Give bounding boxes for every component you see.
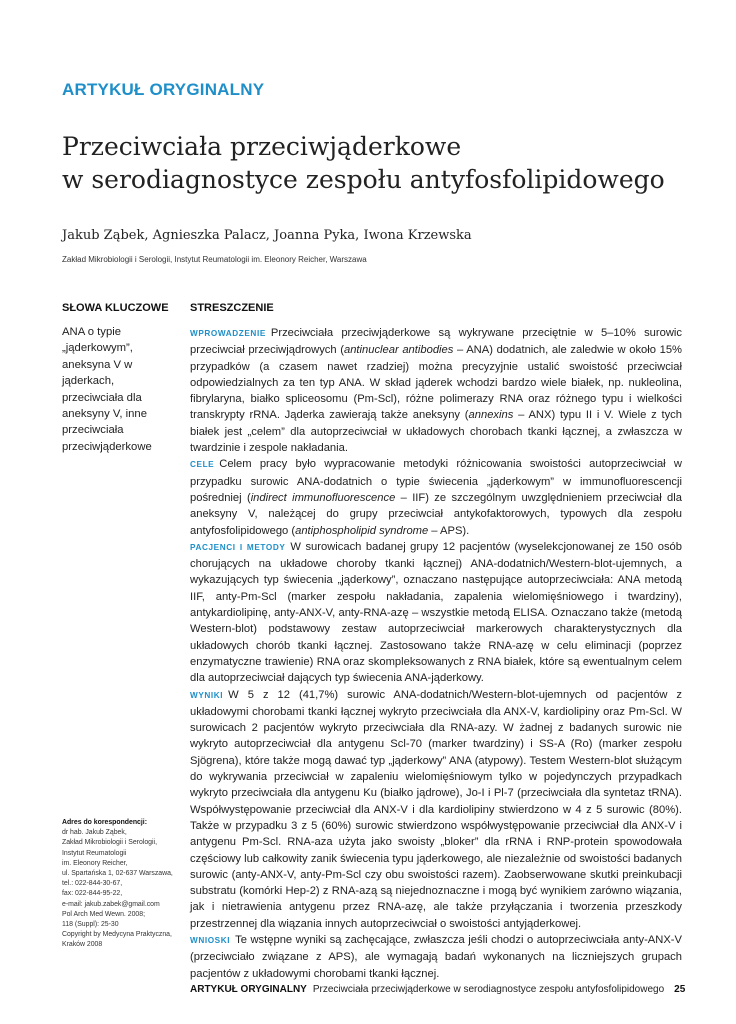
correspondence-line: fax: 022-844-95-22, (62, 890, 123, 898)
footer-section: ARTYKUŁ ORYGINALNY (190, 984, 307, 995)
results-tag: WYNIKI (190, 690, 224, 700)
correspondence-line: 118 (Suppl): 25-30 (62, 921, 119, 929)
correspondence-line: Instytut Reumatologii (62, 849, 127, 857)
correspondence-block (62, 818, 180, 951)
keywords-text: ANA o typie „jąderkowym”, aneksyna V w jąderkach, przeciwciała dla aneksyny V, inne przeciwciała przeciwjąderkowe (62, 326, 152, 453)
correspondence-email[interactable]: e-mail: jakub.zabek@gmail.com (62, 900, 160, 908)
results-text: W 5 z 12 (41,7%) surowic ANA-dodatnich/Western-blot-ujemnych od pacjentów z układowymi chorobami tkanki łącznej wykryto przeciwciała dla ANX-V, kardiolipiny oraz Pm-Scl. W surowicach 2 pacjentów wykryto przeciwciała dla RNA-azy. W żadnej z badanych surowic nie wykryto autoprzeciwciał dla antygenu Scl-70 (marker twardziny) i SS-A (Ro) (marker zespołu Sjögrena), które także mogą dawać typ „jąderkowy” ANA (atypowy). Testem Western-blot służącym do wykrywania przeciwciał w zapaleniu wielomięśniowym tylko w pojedynczych przypadkach wykryto przeciwciała dla antygenu Ku (białko jądrowe), Jo-I i Pl-7 (przeciwciała dla syntetaz tRNA). Współwystępowanie przeciwciał dla ANX-V i dla kardiolipiny stwierdzono w 4 z 5 surowic (80%). Także w przypadku 3 z 5 (60%) surowic stwierdzono współwystępowanie przeciwciał dla ANX-V i antygenu Pm-Scl. RNA-aza użyta jako swoisty „bloker” dla rRNA i RNP-protein spowodowała częściowy lub całkowity zanik świecenia typu jąderkowego, ale niezależnie od swoistości badanych surowic (anty-ANX-V, anty-Pm-Scl czy obu swoistości razem). Zaobserwowane skutki preinkubacji substratu (komórki Hep-2) z RNA-azą są niejednoznaczne i mogą być wynikiem zarówno wiązania, jak i nietrawienia antygenu przez RNA-azę, ale także przyłączania i tworzenia przeszkody przestrzennej dla wiązania innych autoprzeciwciał o swoistości antyjąderkowej. (190, 688, 682, 930)
correspondence-line: dr hab. Jakub Ząbek, (62, 829, 127, 837)
correspondence-line: Kraków 2008 (62, 941, 103, 949)
footer-title: Przeciwciała przeciwjąderkowe w serodiagnostyce zespołu antyfosfolipidowego (312, 984, 665, 995)
title-line-2: w serodiagnostyce zespołu antyfosfolipidowego (62, 165, 665, 194)
correspondence-line: Copyright by Medycyna Praktyczna, (62, 931, 172, 939)
article-title (62, 130, 702, 196)
conclusions-text: Te wstępne wyniki są zachęcające, zwłaszcza jeśli chodzi o autoprzeciwciała anty-ANX-V (przeciwciało związane z APS), ale wymagają badań wykonanych na liczniejszych grupach pacjentów z układowymi chorobami tkanki łącznej. (190, 933, 682, 980)
correspondence-line: tel.: 022-844-30-67, (62, 880, 123, 888)
conclusions-tag: WNIOSKI (190, 935, 231, 945)
intro-text-cont: – ANA) dodatnich, ale zaledwie w około 15% przypadków (a czasem nawet rzadziej) można precyzyjnie ustalić swoistość przeciwciał odpowiedzialnych za ten typ ANA. W skład jąderek wchodzi bardzo wiele białek, np. nukleolina, fibrylaryna, białko spliceosomu (Pm-Scl), różne polimerazy RNA oraz różnego typu i wielkości transkrypty rRNA. Jąderka zawierają także aneksyny ( (190, 344, 682, 422)
abstract-body (190, 325, 682, 982)
aims-tag: CELE (190, 460, 215, 470)
aims-text-end: – APS). (428, 524, 470, 537)
intro-term: antinuclear antibodies (343, 344, 454, 357)
aims-term-2: antiphospholipid syndrome (295, 524, 429, 537)
abstract-aims (190, 456, 682, 538)
aims-text: Celem pracy było wypracowanie metodyki różnicowania swoistości autoprzeciwciał w przypadku surowic ANA-dodatnich o typie świecenia „jąderkowym” w immunofluorescencji pośredniej ( (190, 458, 682, 504)
abstract-conclusions (190, 932, 682, 982)
intro-term-2: annexins (468, 409, 514, 422)
abstract-introduction (190, 325, 682, 456)
intro-text: Przeciwciała przeciwjąderkowe są wykrywane przeciętnie w 5–10% surowic przeciwciał przeciwjądrowych ( (190, 327, 682, 357)
abstract-methods (190, 539, 682, 687)
title-line-1: Przeciwciała przeciwjąderkowe (62, 132, 462, 161)
keywords-heading: SŁOWA KLUCZOWE (62, 302, 169, 314)
correspondence-line: im. Eleonory Reicher, (62, 859, 128, 867)
methods-text: W surowicach badanej grupy 12 pacjentów (wyselekcjonowanej ze 150 osób chorujących na układowe choroby tkanki łącznej) ANA-dodatnich/Western-blot-ujemnych, a wykazujących typ świecenia „jąderkowy”, oznaczano następujące autoprzeciwciała: ANA metodą IIF, anty-Pm-Scl (marker zespołu nakładania, zapalenia wielomięśniowego i twardziny), antykardiolipinę, anty-ANX-V, anty-RNA-azę – wszystkie metodą ELISA. Oznaczano także (metodą Western-blot) podstawowy zestaw autoprzeciwciał markerowych charakterystycznych dla układowych chorób tkanki łącznej. Zastosowano także RNA-azę w celu eliminacji (poprzez enzymatyczne trawienie) RNA oraz skompleksowanych z RNA białek, które są ewentualnym celem dla autoprzeciwciał dających typ świecenia ANA-jąderkowy. (190, 540, 682, 685)
methods-tag: PACJENCI I METODY (190, 542, 286, 552)
introduction-tag: WPROWADZENIE (190, 329, 266, 338)
correspondence-heading: Adres do korespondencji: (62, 819, 147, 826)
authors: Jakub Ząbek, Agnieszka Palacz, Joanna Pyka, Iwona Krzewska (62, 228, 472, 243)
aims-text-cont: – IIF) ze szczególnym uwzględnieniem przeciwciał dla aneksyny V, należącej do grupy przeciwciał antykofaktorowych, typowych dla zespołu antyfosfolipidowego ( (190, 491, 682, 537)
abstract-results (190, 687, 682, 932)
page-footer (190, 984, 686, 995)
correspondence-line: ul. Spartańska 1, 02-637 Warszawa, (62, 870, 173, 878)
aims-term: indirect immunofluorescence (250, 491, 396, 504)
intro-text-end: – ANX) typu II i V. Wiele z tych białek jest „celem” dla autoprzeciwciał w układowych chorobach tkanki łącznej, a zwłaszcza w twardzinie i zespole nakładania. (190, 409, 682, 455)
affiliation: Zakład Mikrobiologii i Serologii, Instytut Reumatologii im. Eleonory Reicher, Warszawa (62, 255, 367, 264)
page-number: 25 (674, 984, 686, 995)
correspondence-line: Pol Arch Med Wewn. 2008; (62, 910, 145, 918)
abstract-heading: STRESZCZENIE (190, 302, 274, 314)
correspondence-line: Zakład Mikrobiologii i Serologii, (62, 839, 157, 847)
article-type-label: ARTYKUŁ ORYGINALNY (62, 80, 265, 99)
